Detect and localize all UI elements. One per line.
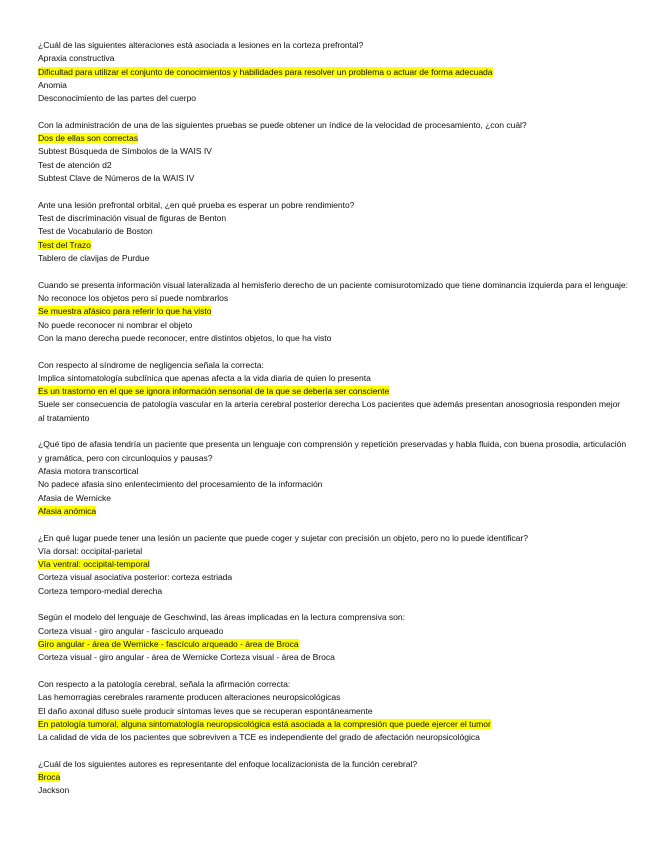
answer-option-text: Test de discriminación visual de figuras de Benton <box>38 213 227 224</box>
answer-option <box>38 212 628 225</box>
answer-option-text: Afasia motora transcortical <box>38 465 139 476</box>
answer-option-correct <box>38 718 628 731</box>
answer-option <box>38 691 628 704</box>
answer-option <box>38 159 628 172</box>
question-block <box>38 279 628 345</box>
answer-option-text: Corteza temporo-medial derecha <box>38 585 163 596</box>
answer-option-correct <box>38 505 628 518</box>
answer-option <box>38 784 628 797</box>
question-block <box>38 119 628 185</box>
answer-option-text: No puede reconocer ni nombrar el objeto <box>38 319 193 330</box>
question-block <box>38 611 628 664</box>
answer-option-text: Subtest Búsqueda de Símbolos de la WAIS IV <box>38 146 212 157</box>
answer-option-text: Suele ser consecuencia de patología vascular en la arteria cerebral posterior derecha Los pacientes que además presentan anosognosia responden mejor al tratamiento <box>38 399 621 423</box>
question-text: ¿Qué tipo de afasia tendría un paciente que presenta un lenguaje con comprensión y repetición preservadas y habla fluida, con buena prosodia, articulación y gramática, pero con circunloquios y pausas? <box>38 439 627 463</box>
question-text: Con respecto a la patología cerebral, señala la afirmación correcta: <box>38 679 291 689</box>
answer-option <box>38 571 628 584</box>
answer-option-correct <box>38 66 628 79</box>
answer-option <box>38 79 628 92</box>
answer-option-text: Las hemorragias cerebrales raramente producen alteraciones neuropsicológicas <box>38 692 341 703</box>
question-text: ¿Cuál de las siguientes alteraciones está asociada a lesiones en la corteza prefrontal? <box>38 40 364 50</box>
question-text: Con respecto al síndrome de negligencia señala la correcta: <box>38 359 264 370</box>
answer-option <box>38 172 628 185</box>
answer-option-text: Tablero de clavijas de Purdue <box>38 252 150 263</box>
answer-option-text: Es un trastorno en el que se ignora información sensorial de la que se debería ser consciente <box>38 386 390 397</box>
answer-option <box>38 292 628 305</box>
answer-option <box>38 651 628 664</box>
answer-option-text: Giro angular - área de Wernicke - fascículo arqueado - área de Broca <box>38 639 299 650</box>
answer-option <box>38 252 628 265</box>
question-text: Ante una lesión prefrontal orbital, ¿en qué prueba es esperar un pobre rendimiento? <box>38 199 355 210</box>
document-page <box>38 39 628 811</box>
answer-option-text: Vía ventral: occipital-temporal <box>38 559 150 570</box>
answer-option-text: Test del Trazo <box>38 239 91 250</box>
answer-option-text: El daño axonal difuso suele producir síntomas leves que se recuperan espontáneamente <box>38 705 373 716</box>
answer-option <box>38 52 628 65</box>
answer-option-text: La calidad de vida de los pacientes que sobreviven a TCE es independiente del grado de afectación neuropsicológica <box>38 732 480 743</box>
question-block <box>38 438 628 518</box>
answer-option-text: Jackson <box>38 785 70 796</box>
answer-option-correct <box>38 305 628 318</box>
answer-option <box>38 705 628 718</box>
answer-option <box>38 492 628 505</box>
question-text: Según el modelo del lenguaje de Geschwind, las áreas implicadas en la lectura comprensiva son: <box>38 612 405 623</box>
answer-option-text: Se muestra afásico para referir lo que ha visto <box>38 306 212 317</box>
question-text: Con la administración de una de las siguientes pruebas se puede obtener un índice de la velocidad de procesamiento, ¿con cuál? <box>38 119 527 130</box>
answer-option <box>38 398 628 425</box>
answer-option-correct <box>38 132 628 145</box>
answer-option-correct <box>38 239 628 252</box>
answer-option-text: En patología tumoral, alguna sintomatología neuropsicológica está asociada a la compresión que puede ejercer el tumor <box>38 718 491 729</box>
question-block <box>38 359 628 425</box>
answer-option-text: Apraxia constructiva <box>38 53 115 64</box>
answer-option <box>38 465 628 478</box>
answer-option-text: No padece afasia sino enlentecimiento del procesamiento de la información <box>38 479 323 490</box>
answer-option-text: Test de Vocabulario de Boston <box>38 226 153 237</box>
answer-option <box>38 545 628 558</box>
answer-option <box>38 332 628 345</box>
answer-option <box>38 319 628 332</box>
question-text: Cuando se presenta información visual lateralizada al hemisferio derecho de un paciente comisurotomizado que tiene dominancia izquierda para el lenguaje: <box>38 279 628 290</box>
answer-option-text: Con la mano derecha puede reconocer, entre distintos objetos, lo que ha visto <box>38 332 332 343</box>
question-block <box>38 678 628 744</box>
answer-option-text: Corteza visual - giro angular - área de Wernicke Corteza visual - área de Broca <box>38 652 335 663</box>
question-text: ¿En qué lugar puede tener una lesión un paciente que puede coger y sujetar con precisión un objeto, pero no lo puede identificar? <box>38 532 528 543</box>
answer-option-text: Broca <box>38 772 61 783</box>
answer-option <box>38 585 628 598</box>
answer-option-text: Vía dorsal: occipital-parietal <box>38 545 143 556</box>
answer-option-text: Desconocimiento de las partes del cuerpo <box>38 93 197 104</box>
question-block <box>38 758 628 798</box>
answer-option <box>38 92 628 105</box>
answer-option-text: No reconoce los objetos pero sí puede nombrarlos <box>38 292 229 303</box>
answer-option <box>38 372 628 385</box>
question-text: ¿Cuál de los siguientes autores es representante del enfoque localizacionista de la función cerebral? <box>38 758 418 769</box>
answer-option <box>38 625 628 638</box>
answer-option-correct <box>38 638 628 651</box>
question-list <box>38 39 628 798</box>
answer-option <box>38 731 628 744</box>
question-block <box>38 532 628 598</box>
answer-option-text: Corteza visual - giro angular - fascículo arqueado <box>38 625 224 636</box>
answer-option-text: Afasia anómica <box>38 505 97 516</box>
answer-option-text: Corteza visual asociativa posterior: corteza estriada <box>38 572 233 583</box>
answer-option-correct <box>38 385 628 398</box>
answer-option <box>38 145 628 158</box>
answer-option-text: Subtest Clave de Números de la WAIS IV <box>38 173 195 184</box>
answer-option-correct <box>38 558 628 571</box>
answer-option-text: Afasia de Wernicke <box>38 492 111 503</box>
answer-option-text: Dos de ellas son correctas <box>38 133 138 144</box>
answer-option-text: Implica sintomatología subclínica que apenas afecta a la vida diaria de quien lo presenta <box>38 372 371 383</box>
question-block <box>38 199 628 265</box>
answer-option <box>38 225 628 238</box>
question-block <box>38 39 628 105</box>
answer-option-text: Test de atención d2 <box>38 159 112 170</box>
answer-option <box>38 478 628 491</box>
answer-option-text: Anomia <box>38 79 67 90</box>
answer-option-correct <box>38 771 628 784</box>
answer-option-text: Dificultad para utilizar el conjunto de conocimientos y habilidades para resolver un problema o actuar de forma adecuada <box>38 66 493 77</box>
